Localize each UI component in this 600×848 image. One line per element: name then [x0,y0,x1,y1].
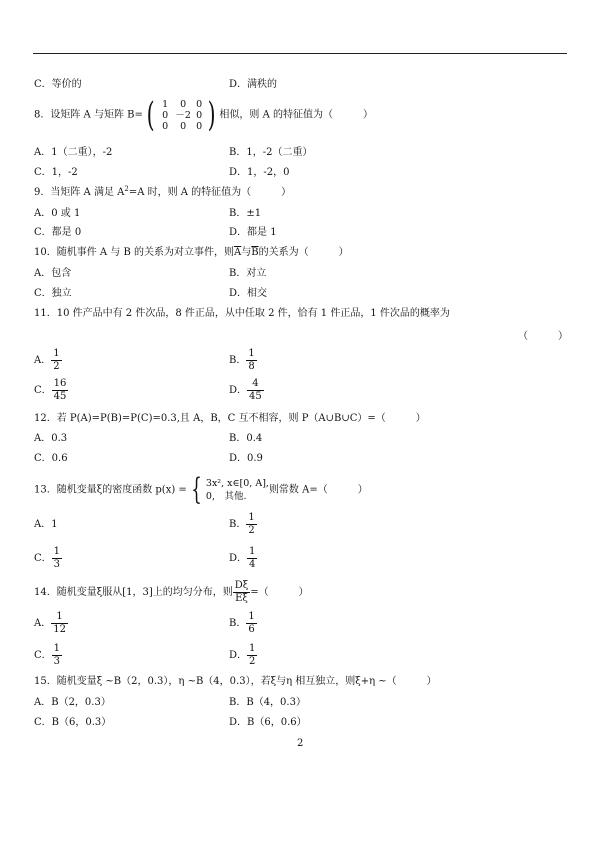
option-label: D． [229,385,248,396]
option-label: B． [229,355,247,366]
q14-option-d [229,643,257,668]
q14-fraction [233,580,251,605]
matrix-cell: 0 [196,98,203,110]
q10-part2: 的关系为（ ） [258,247,349,258]
denominator: 2 [53,361,60,372]
matrix-cell: 0 [180,120,187,132]
option-label: C． [34,385,52,396]
option-label: D． [229,553,248,564]
q10-option-a: A．包含 [34,268,72,279]
q10-a-bar: $\overline{A}$ [234,247,242,258]
numerator: Dξ [234,580,249,591]
q11-option-a-fraction [51,348,61,373]
denominator: 2 [248,525,255,536]
q9-option-a: A．0 或 1 [34,208,81,219]
option-label: A． [34,618,52,629]
q10-option-c: C．独立 [34,288,72,299]
q11-option-b [229,348,257,373]
q11-option-d [229,378,264,403]
q9-part2: =A 时，则 A 的特征值为（ ） [128,187,292,198]
q13-option-b [229,512,257,537]
option-label: D． [229,650,248,661]
denominator: Eξ [235,593,248,604]
q14-option-a [34,611,68,636]
numerator: 1 [249,546,256,557]
denominator: 4 [249,559,256,570]
option-label: B． [229,618,247,629]
q8-option-a: A．1（二重），-2 [34,147,113,158]
q12-option-c: C．0.6 [34,453,68,464]
denominator: 3 [53,559,61,570]
numerator: 1 [56,611,63,622]
matrix-cell: 1 [162,98,169,110]
denominator: 12 [53,624,66,635]
q15-stem: 15．随机变量ξ ~B（2，0.3），η ~B（4，0.3），若ξ与η 相互独立，则ξ+η ~（ ） [34,676,437,687]
q7-option-c: C．等价的 [34,79,82,90]
q7-option-d: D．满秩的 [229,79,278,90]
q11-option-d-fraction [247,378,264,403]
q13-piecewise: { 3x², x∈[0, A], 0, 其他. [191,472,269,507]
q10-b-bar: $\overline{B}$ [251,247,259,258]
numerator: 16 [53,378,67,389]
denominator: 6 [248,624,255,635]
q13-case-1: 3x², x∈[0, A], [205,478,269,489]
numerator: 1 [248,348,255,359]
q8-option-d: D．1，-2，0 [229,167,290,178]
numerator: 4 [252,378,259,389]
q12-option-d: D．0.9 [229,453,263,464]
q11-option-c-fraction [52,378,69,403]
numerator: 1 [53,348,60,359]
option-label: A． [34,355,52,366]
q13-option-a: A．1 [34,519,58,530]
q12-stem: 12．若 P(A)=P(B)=P(C)=0.3,且 A，B，C 互不相容，则 P（A∪B∪C）=（ ） [34,413,426,424]
q13-stem [34,472,368,507]
q15-option-a: A．B（2，0.3） [34,697,111,708]
matrix-cell: 0 [196,120,203,132]
q13-case-2: 0, 其他. [205,491,247,502]
q13-part2: 则常数 A=（ ） [268,484,368,496]
q13-option-d-fraction [247,546,257,571]
denominator: 45 [249,391,262,402]
q13-option-c [34,546,62,571]
q11-option-c [34,378,68,403]
q10-option-d: D．相交 [229,288,268,299]
denominator: 45 [53,391,67,402]
q11-answer-paren: （ ） [518,331,568,342]
q13-option-c-fraction [52,546,62,571]
q8-option-b: B．1，-2（二重） [229,147,313,158]
matrix-cell: －2 [175,109,191,121]
q10-stem [34,246,349,260]
q13-option-d [229,546,257,571]
matrix-cell: 0 [162,120,169,132]
denominator: 8 [248,361,255,372]
q11-option-a [34,348,62,373]
numerator: 1 [249,643,256,654]
numerator: 1 [53,546,61,557]
q14-option-c-fraction [52,643,62,668]
q9-exponent: 2 [124,185,129,193]
matrix-cell: 0 [180,98,187,110]
q14-option-b [229,611,257,636]
q15-option-c: C．B（6，0.3） [34,717,112,728]
header-rule [33,53,567,54]
q9-part1: 9．当矩阵 A 满足 A [34,187,125,198]
q15-option-b: B．B（4，0.3） [229,697,306,708]
numerator: 1 [248,512,255,523]
q9-stem [34,186,291,200]
option-label: B． [229,519,247,530]
q10-mid: 与 [241,247,252,258]
q8-prefix: 8．设矩阵 A 与矩阵 B= [34,109,143,121]
numerator: 1 [248,611,255,622]
matrix-cell: 0 [196,109,203,121]
q12-option-a: A．0.3 [34,433,68,444]
option-label: C． [34,650,52,661]
page-number: 2 [297,738,304,749]
q14-option-b-fraction [246,611,256,636]
q11-option-b-fraction [246,348,256,373]
q10-part1: 10．随机事件 A 与 B 的关系为对立事件，则 [34,247,235,258]
q8-matrix: ( 1 0 0 0 －2 0 0 0 0 ) [146,95,216,135]
denominator: 2 [249,656,256,667]
q14-part2: =（ ） [250,587,309,598]
q8-suffix: 相似，则 A 的特征值为（ ） [219,109,373,121]
numerator: 1 [53,643,61,654]
q9-option-d: D．都是 1 [229,227,277,238]
q9-option-b: B．±1 [229,208,262,219]
q15-option-d: D．B（6，0.6） [229,717,307,728]
q8-option-c: C．1，-2 [34,167,78,178]
q12-option-b: B．0.4 [229,433,263,444]
q14-stem [34,580,309,606]
q13-option-b-fraction [246,512,256,537]
q13-part1: 13．随机变量ξ的密度函数 p(x) = [34,484,187,496]
matrix-cell: 0 [162,109,169,121]
denominator: 3 [53,656,61,667]
q10-option-b: B．对立 [229,268,267,279]
option-label: C． [34,553,52,564]
q14-option-c [34,643,62,668]
q11-stem: 11．10 件产品中有 2 件次品，8 件正品，从中任取 2 件，恰有 1 件正品，1 件次品的概率为 [34,308,450,319]
q14-option-a-fraction [51,611,68,636]
q8-stem [34,95,373,135]
q14-option-d-fraction [247,643,257,668]
q9-option-c: C．都是 0 [34,227,82,238]
q14-part1: 14．随机变量ξ服从[1，3]上的均匀分布，则 [34,587,233,598]
